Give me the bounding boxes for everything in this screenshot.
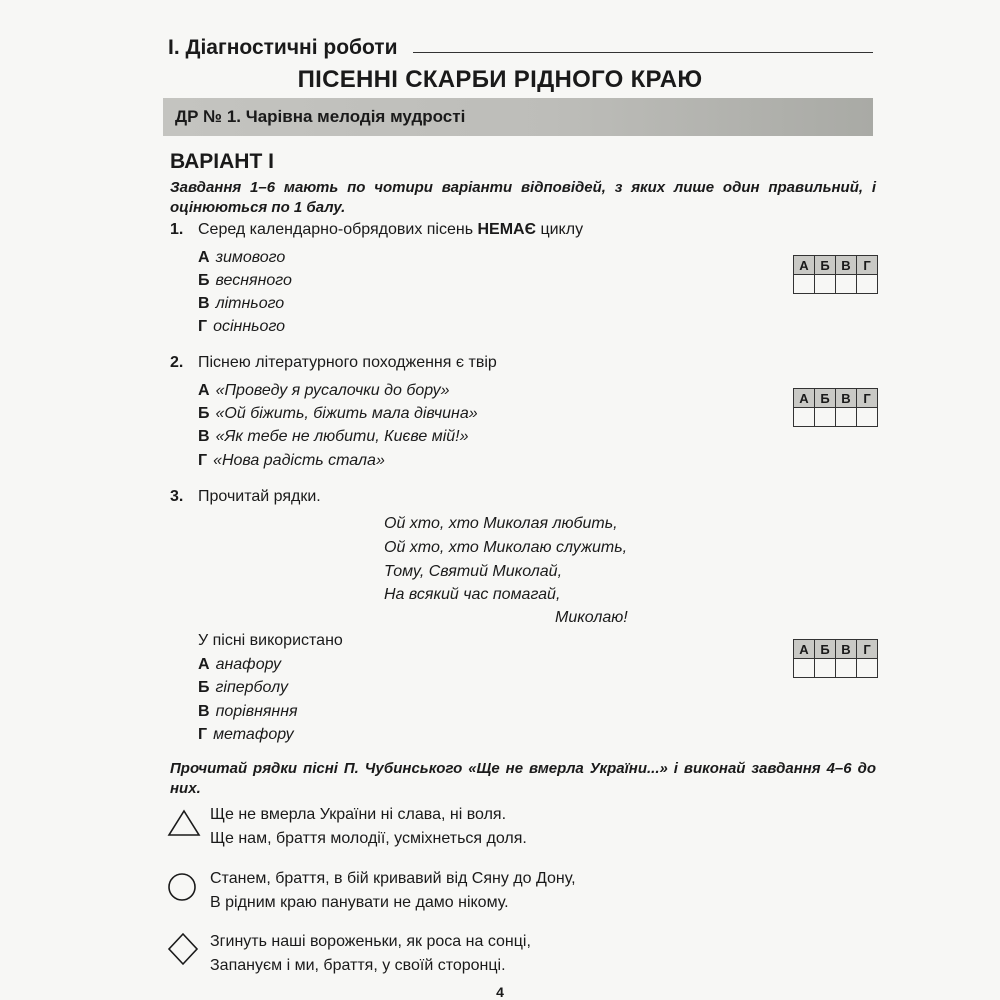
answer-cell[interactable]: [857, 408, 878, 427]
stanza-line: Згинуть наші вороженьки, як роса на сонці,: [210, 933, 531, 950]
instruction-text: Завдання 1–6 мають по чотири варіанти відповідей, з яких лише один правильний, і оцінюються по 1 балу.: [170, 179, 876, 216]
stanza-line: В рідним краю панувати не дамо нікому.: [210, 894, 509, 911]
option-text: анафору: [215, 656, 281, 673]
option-d: [198, 452, 385, 470]
answer-cell[interactable]: [836, 408, 857, 427]
grid-letter: Б: [815, 389, 836, 408]
option-text: порівняння: [215, 703, 298, 720]
option-letter: А: [198, 382, 210, 399]
stanza-line: Станем, браття, в бій кривавий від Сяну до Дону,: [210, 870, 576, 887]
option-text: гіперболу: [215, 679, 288, 696]
answer-cell[interactable]: [857, 275, 878, 294]
question-text: [198, 221, 583, 239]
main-title: ПІСЕННІ СКАРБИ РІДНОГО КРАЮ: [297, 66, 703, 93]
option-a: [198, 656, 281, 674]
question-number: 1.: [170, 221, 184, 238]
grid-letter: Б: [815, 256, 836, 275]
circle-icon: [167, 871, 201, 903]
answer-grid: [793, 388, 878, 427]
option-letter: Б: [198, 679, 210, 696]
section-title: І. Діагностичні роботи: [168, 36, 398, 59]
option-c: [198, 295, 284, 313]
option-text: літнього: [215, 295, 285, 312]
answer-cell[interactable]: [836, 659, 857, 678]
answer-cell[interactable]: [857, 659, 878, 678]
option-letter: Г: [198, 452, 208, 469]
option-c: [198, 703, 298, 721]
grid-letter: В: [836, 640, 857, 659]
option-d: [198, 726, 294, 744]
instruction-text-2: Прочитай рядки пісні П. Чубинського «Ще не вмерла України...» і виконай завдання 4–6 до них.: [170, 760, 876, 797]
grid-letter: В: [836, 389, 857, 408]
poem-line: Ой хто, хто Миколая любить,: [384, 515, 618, 532]
option-b: [198, 679, 288, 697]
question-text: Піснею літературного походження є твір: [198, 354, 497, 371]
grid-letter: Г: [857, 256, 878, 275]
option-b: [198, 405, 478, 423]
answer-cell[interactable]: [815, 659, 836, 678]
section-rule: [413, 52, 873, 53]
answer-cell[interactable]: [815, 408, 836, 427]
option-letter: А: [198, 249, 210, 266]
poem-line: На всякий час помагай,: [384, 586, 561, 603]
answer-cell[interactable]: [794, 659, 815, 678]
option-letter: В: [198, 295, 210, 312]
page-number: 4: [496, 984, 504, 1000]
poem-line: Миколаю!: [555, 609, 628, 626]
option-a: [198, 382, 450, 400]
option-c: [198, 428, 469, 446]
option-text: «Нова радість стала»: [213, 452, 385, 469]
option-text: «Проведу я русалочки до бору»: [215, 382, 450, 399]
stanza-line: Ще не вмерла України ні слава, ні воля.: [210, 806, 507, 823]
option-text: метафору: [213, 726, 294, 743]
variant-heading: ВАРІАНТ І: [170, 150, 274, 173]
grid-letter: Г: [857, 640, 878, 659]
option-text: зимового: [215, 249, 286, 266]
answer-cell[interactable]: [836, 275, 857, 294]
question-text-part: циклу: [536, 221, 584, 238]
stanza-line: Ще нам, браття молодії, усміхнеться доля.: [210, 830, 527, 847]
option-letter: В: [198, 428, 210, 445]
option-letter: Б: [198, 272, 210, 289]
option-b: [198, 272, 292, 290]
question-subtext: У пісні використано: [198, 632, 343, 649]
stanza-line: Запануєм і ми, браття, у своїй сторонці.: [210, 957, 506, 974]
answer-cell[interactable]: [794, 408, 815, 427]
triangle-icon: [167, 809, 201, 837]
work-title: ДР № 1. Чарівна мелодія мудрості: [175, 107, 466, 126]
option-letter: В: [198, 703, 210, 720]
question-text-emphasis: НЕМАЄ: [477, 221, 536, 238]
grid-letter: А: [794, 389, 815, 408]
answer-cell[interactable]: [794, 275, 815, 294]
answer-grid: [793, 639, 878, 678]
answer-cell[interactable]: [815, 275, 836, 294]
option-text: весняного: [215, 272, 292, 289]
option-a: [198, 249, 285, 267]
option-letter: Г: [198, 726, 208, 743]
poem-line: Тому, Святий Миколай,: [384, 563, 563, 580]
option-text: осіннього: [213, 318, 286, 335]
question-text: Прочитай рядки.: [198, 488, 321, 505]
option-letter: А: [198, 656, 210, 673]
option-text: «Як тебе не любити, Києве мій!»: [215, 428, 469, 445]
option-d: [198, 318, 285, 336]
grid-letter: А: [794, 256, 815, 275]
work-banner: [163, 98, 873, 136]
diamond-icon: [167, 932, 201, 966]
grid-letter: А: [794, 640, 815, 659]
grid-letter: Б: [815, 640, 836, 659]
option-letter: Б: [198, 405, 210, 422]
grid-letter: В: [836, 256, 857, 275]
option-text: «Ой біжить, біжить мала дівчина»: [215, 405, 478, 422]
answer-grid: [793, 255, 878, 294]
grid-letter: Г: [857, 389, 878, 408]
question-text-part: Серед календарно-обрядових пісень: [198, 221, 478, 238]
question-number: 2.: [170, 354, 184, 371]
poem-line: Ой хто, хто Миколаю служить,: [384, 539, 628, 556]
question-number: 3.: [170, 488, 184, 505]
option-letter: Г: [198, 318, 208, 335]
